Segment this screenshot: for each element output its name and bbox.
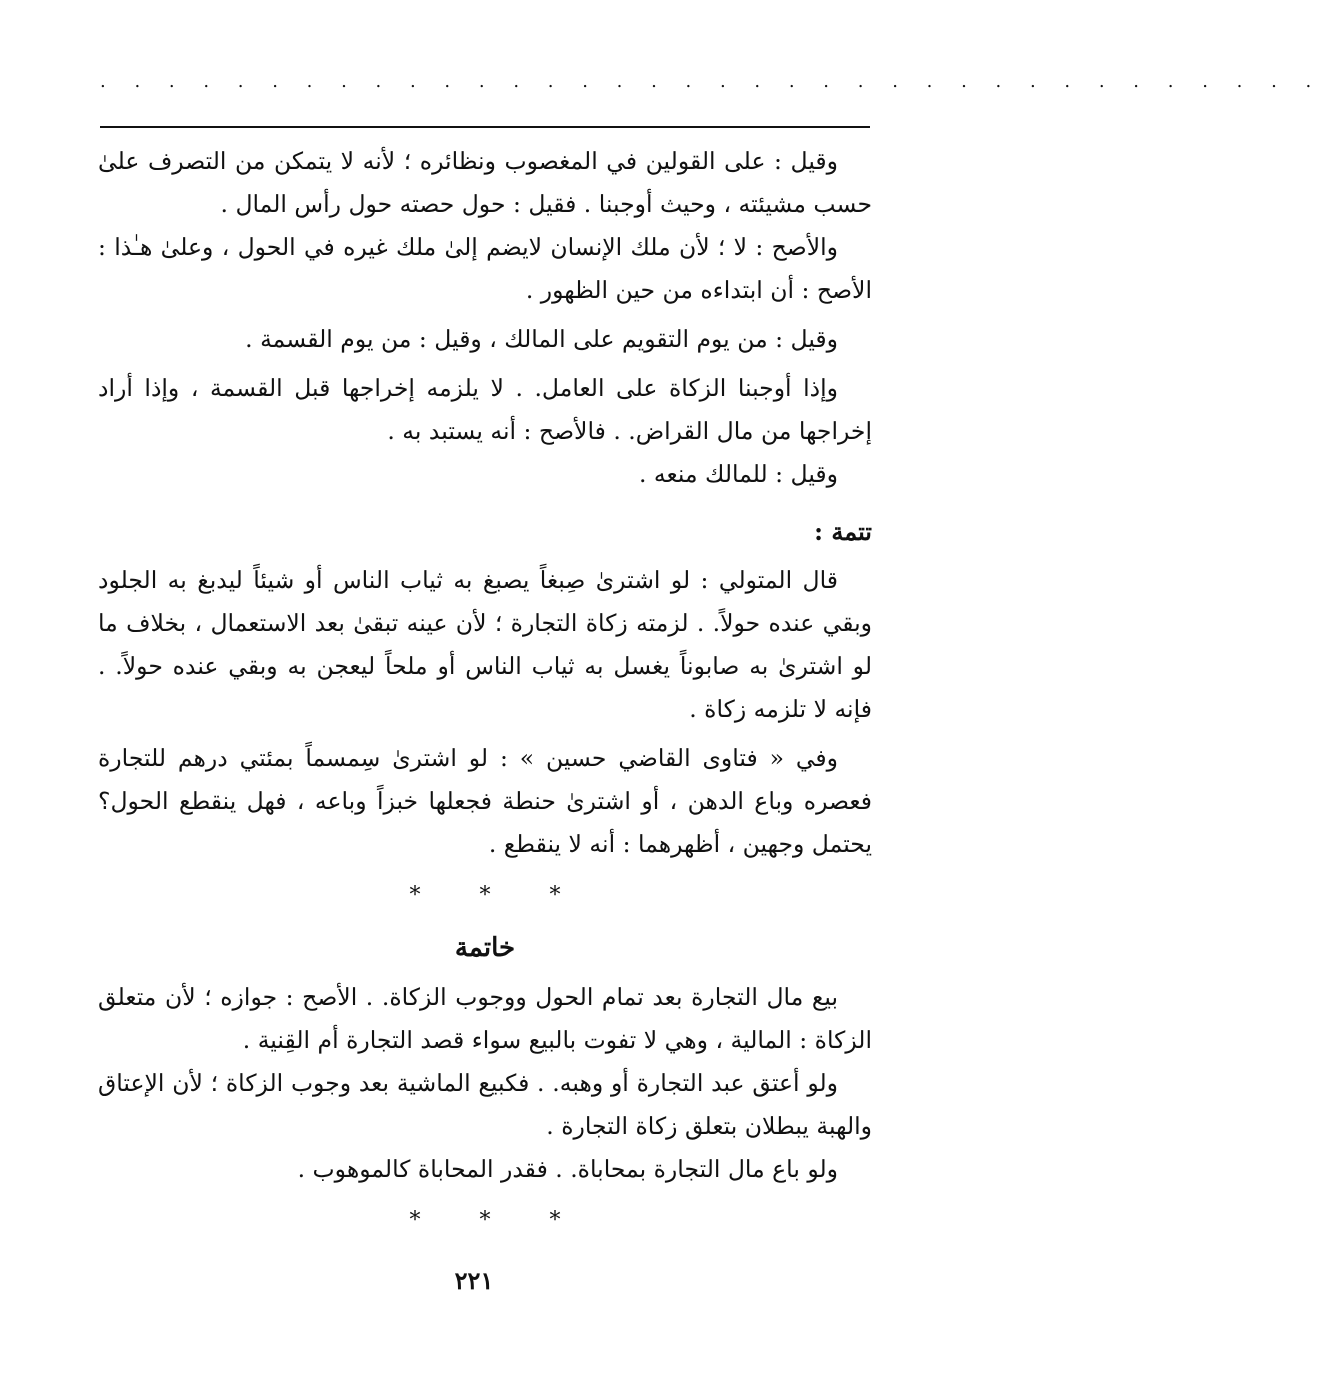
paragraph-1: وقيل : على القولين في المغصوب ونظائره ؛ لأنه لا يتمكن من التصرف علىٰ حسب مشيئته ، وحيث أوجبنا . فقيل : حول حصته حول رأس المال . xyxy=(98,147,872,218)
paragraph-6: قال المتولي : لو اشترىٰ صِبغاً يصبغ به ثياب الناس أو شيئاً ليدبغ به الجلود وبقي عنده حولاً. . لزمته زكاة التجارة ؛ لأن عينه تبقىٰ بعد الاستعمال ، بخلاف ما لو اشترىٰ به صابوناً يغسل به ثياب الناس أو ملحاً ليعجن به وبقي عنده حولاً. . فإنه لا تلزمه زكاة . xyxy=(98,566,872,723)
paragraph-7: وفي « فتاوى القاضي حسين » : لو اشترىٰ سِمسماً بمئتي درهم للتجارة فعصره وباع الدهن ، أو اشترىٰ حنطة فجعلها خبزاً وباعه ، فهل ينقطع الحول؟ يحتمل وجهين ، أظهرهما : أنه لا ينقطع . xyxy=(98,744,872,858)
header-dotted-line: . . . . . . . . . . . . . . . . . . . . . . . . . . . . . . . . . . . . xyxy=(100,71,1323,92)
paragraph-10: ولو باع مال التجارة بمحاباة. . فقدر المحاباة كالموهوب . xyxy=(297,1155,838,1183)
page-body xyxy=(98,140,872,1242)
section-heading-tatimma: تتمة : xyxy=(814,517,872,546)
end-divider-stars: * * * xyxy=(409,1208,587,1233)
section-heading-khatima: خاتمة xyxy=(454,933,516,963)
header-rule xyxy=(100,126,870,128)
page-number: ٢٢١ xyxy=(454,1266,494,1295)
section-divider-stars: * * * xyxy=(409,883,587,908)
paragraph-8: بيع مال التجارة بعد تمام الحول ووجوب الزكاة. . الأصح : جوازه ؛ لأن متعلق الزكاة : المالية ، وهي لا تفوت بالبيع سواء قصد التجارة أم القِنية . xyxy=(98,983,872,1054)
paragraph-5: وقيل : للمالك منعه . xyxy=(638,460,838,488)
paragraph-9: ولو أعتق عبد التجارة أو وهبه. . فكبيع الماشية بعد وجوب الزكاة ؛ لأن الإعتاق والهبة يبطلان بتعلق زكاة التجارة . xyxy=(98,1069,872,1140)
paragraph-2: والأصح : لا ؛ لأن ملك الإنسان لايضم إلىٰ ملك غيره في الحول ، وعلىٰ هـٰذا : الأصح : أن ابتداءه من حين الظهور . xyxy=(98,233,872,304)
paragraph-4: وإذا أوجبنا الزكاة على العامل. . لا يلزمه إخراجها قبل القسمة ، وإذا أراد إخراجها من مال القراض. . فالأصح : أنه يستبد به . xyxy=(98,374,872,445)
paragraph-3: وقيل : من يوم التقويم على المالك ، وقيل : من يوم القسمة . xyxy=(245,325,838,353)
